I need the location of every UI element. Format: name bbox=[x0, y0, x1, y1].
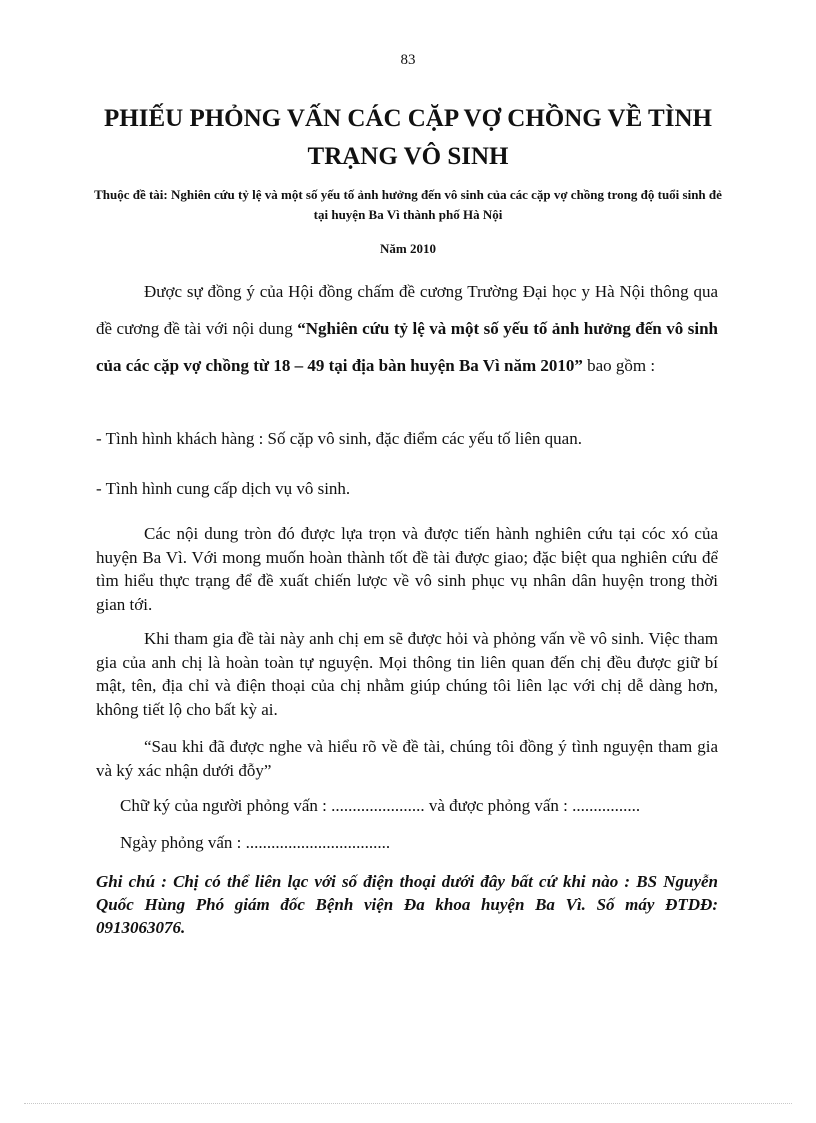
bullet-service-situation: - Tình hình cung cấp dịch vụ vô sinh. bbox=[96, 479, 351, 498]
intro-lead: Được sự đồng ý của Hội đồng chấm đề cương Trường Đại học y Hà Nội thông qua đề cương đề tài với nội dung bbox=[96, 282, 718, 338]
study-title: “Nghiên cứu tỷ lệ và một số yếu tố ảnh hưởng đến vô sinh của các cặp vợ chồng từ 18 – 49 tại địa bàn huyện Ba Vì năm 2010” bbox=[96, 319, 718, 375]
intro-paragraph bbox=[96, 273, 718, 384]
contact-note: Ghi chú : Chị có thể liên lạc với số điện thoại dưới đây bất cứ khi nào : BS Nguyễn Quốc Hùng Phó giám đốc Bệnh viện Đa khoa huyện Ba Vì. Số máy ĐTDĐ: 0913063076. bbox=[96, 872, 718, 937]
body-paragraph-consent: Khi tham gia đề tài này anh chị em sẽ được hỏi và phỏng vấn về vô sinh. Việc tham gia của anh chị là hoàn toàn tự nguyện. Mọi thông tin liên quan đến chị đều được giữ bí mật, tên, địa chỉ và điện thoại của chị nhằm giúp chúng tôi liên lạc với chị dễ dàng hơn, không tiết lộ cho bất kỳ ai. bbox=[96, 629, 718, 719]
bullet-customer-situation: - Tình hình khách hàng : Số cặp vô sinh, đặc điểm các yếu tố liên quan. bbox=[96, 429, 582, 448]
footer-divider bbox=[24, 1103, 792, 1104]
year-label: Năm 2010 bbox=[380, 241, 436, 256]
intro-tail: bao gồm : bbox=[582, 356, 656, 375]
subtitle: Thuộc đề tài: Nghiên cứu tỷ lệ và một số yếu tố ảnh hưởng đến vô sinh của các cặp vợ chồng trong độ tuổi sinh đẻ tại huyện Ba Vì thành phố Hà Nội bbox=[94, 187, 722, 222]
consent-statement: “Sau khi đã được nghe và hiểu rõ về đề tài, chúng tôi đồng ý tình nguyện tham gia và ký xác nhận dưới đỗy” bbox=[96, 737, 718, 780]
page-number: 83 bbox=[400, 52, 416, 68]
signature-line: Chữ ký của người phỏng vấn : ...................... và được phỏng vấn : ................ bbox=[120, 796, 641, 815]
body-paragraph-purpose: Các nội dung tròn đó được lựa trọn và được tiến hành nghiên cứu tại cóc xó của huyện Ba Vì. Với mong muốn hoàn thành tốt đề tài được giao; đặc biệt qua nghiên cứu để tìm hiểu thực trạng để đề xuất chiến lược về vô sinh phục vụ nhân dân huyện trong thời gian tới. bbox=[96, 524, 718, 614]
interview-date-line: Ngày phỏng vấn : .................................. bbox=[120, 833, 391, 852]
page-title: PHIẾU PHỎNG VẤN CÁC CẶP VỢ CHỒNG VỀ TÌNH TRẠNG VÔ SINH bbox=[104, 105, 712, 170]
